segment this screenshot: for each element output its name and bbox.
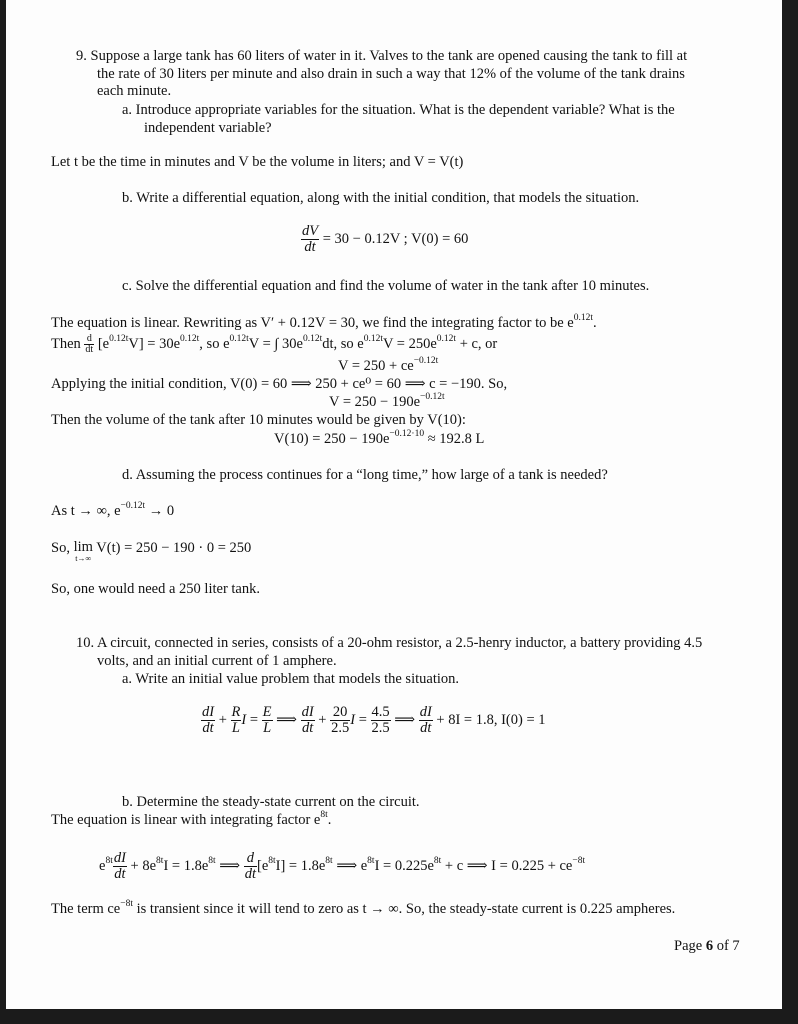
- q9b-prompt: b. Write a differential equation, along with the initial condition, that models the situation.: [122, 190, 640, 206]
- q9c-line7-exponent: −0.12·10: [389, 429, 425, 439]
- q9c-line3: [338, 357, 438, 375]
- q9c-line5-exponent: −0.12t: [420, 392, 445, 402]
- page-current: 6: [705, 938, 714, 954]
- q9-line3: each minute.: [97, 83, 172, 99]
- q9-line2: the rate of 30 liters per minute and also drain in such a way that 12% of the volume of the tank drains: [97, 66, 685, 82]
- q9c-prompt: c. Solve the differential equation and find the volume of water in the tank after 10 minutes.: [122, 278, 650, 294]
- q10b-equation: $e^{8t}$ $\frac{dI}{dt}$ + $8e^{8t}I = 1.8e^{8t}$ ⟹ $\frac{d}{dt}$ $[e^{8t}I] = 1.8e^{8t}$ ⟹ $e^{8t}I = 0.225e^{8t} + c$ ⟹ $I = 0.225 + ce^{-8t}$: [99, 850, 586, 882]
- q9c-line3-text: V = 250 + ce: [338, 358, 414, 374]
- q10-line2: volts, and an initial current of 1 amphere.: [97, 653, 337, 669]
- q9b-eq-rest: = 30 − 0.12V ; V(0) = 60: [322, 230, 469, 247]
- q10a-prompt: a. Write an initial value problem that models the situation.: [122, 671, 459, 687]
- limit-operator: [74, 539, 93, 563]
- q10b-line1: The equation is linear with integrating factor $e^{8t}$.: [51, 810, 332, 828]
- q9c-line5-text: V = 250 − 190e: [329, 394, 421, 410]
- q9-line1: 9. Suppose a large tank has 60 liters of water in it. Valves to the tank are opened causing the tank to fill at: [76, 48, 688, 64]
- page-label: Page: [674, 938, 706, 954]
- q10b-line1-text: The equation is linear with integrating factor e: [51, 812, 321, 828]
- q10-line1: 10. A circuit, connected in series, consists of a 20-ohm resistor, a 2.5-henry inductor, a battery providing 4.5: [76, 635, 703, 651]
- q9c-line1-exponent: 0.12t: [573, 313, 594, 323]
- q10a-equation-tail: + 8I = 1.8, I(0) = 1: [436, 711, 546, 728]
- q9d-line1-exponent: −0.12t: [120, 501, 146, 511]
- q10a-equation: $\frac{dI}{dt}$ + $\frac{R}{L}$ I = $\frac{E}{L}$ ⟹ $\frac{dI}{dt}$ + $\frac{20}{2.5}$ I = $\frac{4.5}{2.5}$ ⟹ $\frac{dI}{dt}$ + 8I = 1.8, I(0) = 1: [202, 704, 546, 736]
- q9c-line7-text: V(10) = 250 − 190e: [274, 431, 390, 447]
- limit-word: lim: [73, 539, 93, 555]
- q9b-eq-denominator: dt: [304, 239, 316, 255]
- q9d-line2-tail: V(t) = 250 − 190 · 0 = 250: [92, 540, 252, 556]
- q9a-answer: Let t be the time in minutes and V be the volume in liters; and V = V(t): [51, 154, 464, 170]
- q9c-line4: Applying the initial condition, V(0) = 60 ⟹ 250 + ce⁰ = 60 ⟹ c = −190. So,: [51, 376, 508, 392]
- q10b-prompt: b. Determine the steady-state current on the circuit.: [122, 794, 420, 810]
- q9c-line7-result: ≈ 192.8 L: [424, 431, 485, 447]
- q9c-line1: The equation is linear. Rewriting as V′ + 0.12V = 30, we find the integrating factor to be $e^{0.12t}$.: [51, 313, 597, 331]
- q9a-prompt-line2: independent variable?: [144, 120, 272, 136]
- q9c-line1-text: The equation is linear. Rewriting as V′ + 0.12V = 30, we find the integrating factor to be e: [51, 315, 574, 331]
- q9d-line1-tail: → 0: [145, 503, 175, 519]
- q9d-line2-prefix: So,: [51, 540, 74, 556]
- q9c-line6: Then the volume of the tank after 10 minutes would be given by V(10):: [51, 412, 466, 428]
- q9d-line1: [51, 502, 174, 520]
- page-total: of 7: [713, 938, 740, 954]
- q9c-line7: [274, 430, 484, 448]
- q9d-line3: So, one would need a 250 liter tank.: [51, 581, 260, 597]
- q10b-conclusion-text: The term ce: [51, 901, 121, 917]
- q9a-prompt-line1: a. Introduce appropriate variables for the situation. What is the dependent variable? What is the: [122, 102, 675, 118]
- limit-subscript: t→∞: [75, 554, 92, 563]
- q9c-line2: Then $\frac{d}{dt}$ $[e^{0.12t}V] = 30e^{0.12t}$, so $e^{0.12t}V$ = ∫ $30e^{0.12t}dt$, so $e^{0.12t}V = 250e^{0.12t} + c$, or: [51, 333, 498, 355]
- document-page: [6, 0, 782, 1009]
- q9d-prompt: d. Assuming the process continues for a “long time,” how large of a tank is needed?: [122, 467, 608, 483]
- q9b-equation: [301, 224, 468, 255]
- q10b-conclusion-tail: is transient since it will tend to zero as t → ∞. So, the steady-state current is 0.225 ampheres.: [133, 901, 676, 917]
- q9c-line3-exponent: −0.12t: [413, 356, 439, 366]
- page-number: [674, 937, 740, 955]
- q10b-line1-exponent: 8t: [320, 810, 328, 820]
- q9d-line2: [51, 539, 251, 563]
- q9b-eq-numerator: dV: [302, 223, 319, 239]
- q10b-conclusion: [51, 900, 675, 918]
- q9d-line1-text: As t → ∞, e: [51, 503, 121, 519]
- q10b-conclusion-exponent: −8t: [120, 899, 133, 909]
- q9c-line5: [329, 393, 445, 411]
